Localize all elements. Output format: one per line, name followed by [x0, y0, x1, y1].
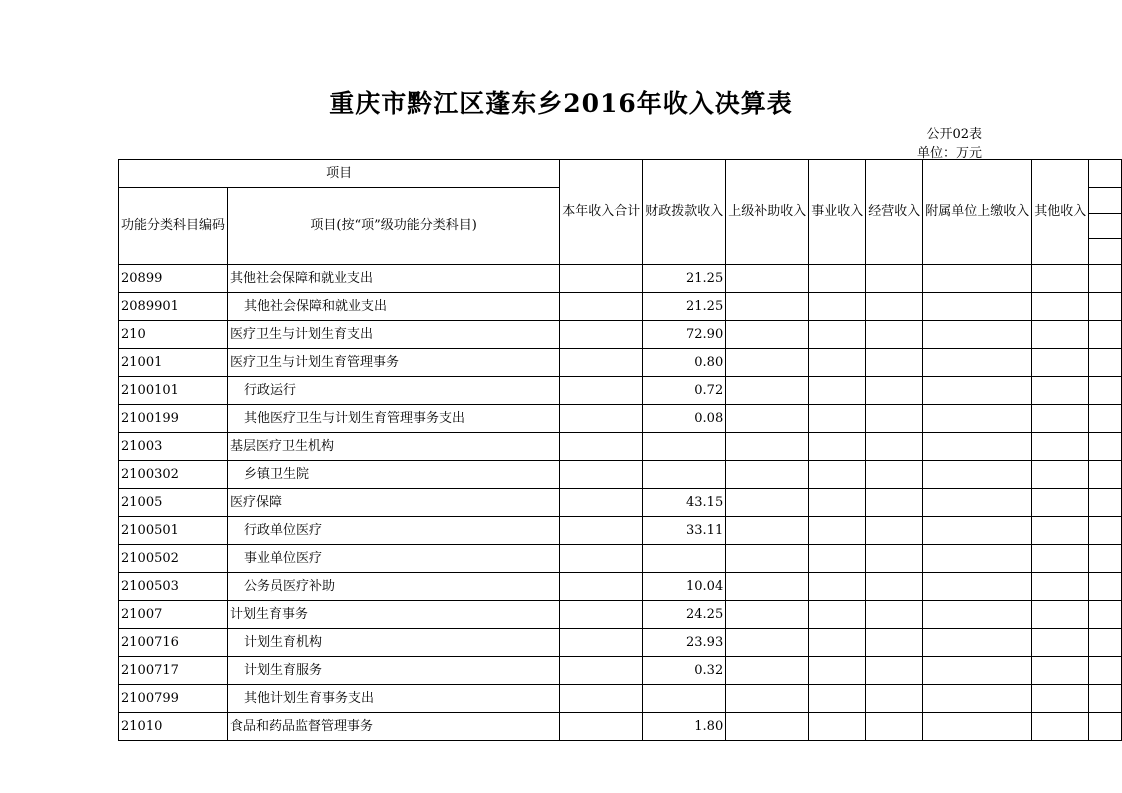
row-operating: [866, 377, 923, 405]
row-extra: [1089, 321, 1122, 349]
row-superior: [726, 517, 809, 545]
table-row: [119, 629, 1122, 657]
row-extra: [1089, 657, 1122, 685]
form-code: 公开02表: [926, 127, 982, 142]
row-name: 事业单位医疗: [228, 545, 560, 573]
row-other: [1032, 461, 1089, 489]
row-superior: [726, 685, 809, 713]
row-name: 行政单位医疗: [228, 517, 560, 545]
header-fiscal: 财政拨款收入: [643, 160, 726, 265]
row-code: 2089901: [119, 293, 228, 321]
row-superior: [726, 629, 809, 657]
row-extra: [1089, 629, 1122, 657]
row-superior: [726, 489, 809, 517]
row-business: [809, 489, 866, 517]
row-name: 行政运行: [228, 377, 560, 405]
row-code: 2100101: [119, 377, 228, 405]
row-name: 其他计划生育事务支出: [228, 685, 560, 713]
row-operating: [866, 405, 923, 433]
row-superior: [726, 573, 809, 601]
header-affiliated: 附属单位上缴收入: [923, 160, 1032, 265]
row-other: [1032, 349, 1089, 377]
row-operating: [866, 545, 923, 573]
row-superior: [726, 657, 809, 685]
row-operating: [866, 349, 923, 377]
row-other: [1032, 405, 1089, 433]
row-affiliated: [923, 685, 1032, 713]
row-total: [560, 573, 643, 601]
row-affiliated: [923, 489, 1032, 517]
row-fiscal: [643, 685, 726, 713]
table-row: [119, 517, 1122, 545]
row-business: [809, 433, 866, 461]
row-code: 210: [119, 321, 228, 349]
income-table: [118, 159, 1122, 741]
table-row: [119, 601, 1122, 629]
row-affiliated: [923, 265, 1032, 293]
table-row: [119, 293, 1122, 321]
row-affiliated: [923, 433, 1032, 461]
row-affiliated: [923, 517, 1032, 545]
row-operating: [866, 685, 923, 713]
row-extra: [1089, 349, 1122, 377]
row-total: [560, 461, 643, 489]
row-total: [560, 601, 643, 629]
row-total: [560, 265, 643, 293]
row-name: 其他社会保障和就业支出: [228, 265, 560, 293]
row-operating: [866, 629, 923, 657]
header-name: 项目(按“项”级功能分类科目): [228, 188, 560, 265]
row-affiliated: [923, 377, 1032, 405]
row-operating: [866, 517, 923, 545]
table-row: [119, 321, 1122, 349]
row-affiliated: [923, 573, 1032, 601]
row-other: [1032, 321, 1089, 349]
row-name: 基层医疗卫生机构: [228, 433, 560, 461]
row-superior: [726, 265, 809, 293]
row-code: 2100302: [119, 461, 228, 489]
row-total: [560, 321, 643, 349]
row-superior: [726, 545, 809, 573]
row-extra: [1089, 377, 1122, 405]
row-name: 计划生育机构: [228, 629, 560, 657]
table-row: [119, 713, 1122, 741]
row-operating: [866, 265, 923, 293]
row-other: [1032, 685, 1089, 713]
row-extra: [1089, 573, 1122, 601]
unit-label: 单位：万元: [916, 146, 982, 161]
table-row: [119, 433, 1122, 461]
row-fiscal: 33.11: [643, 517, 726, 545]
header-extra-cell: [1089, 188, 1122, 214]
row-other: [1032, 433, 1089, 461]
row-total: [560, 685, 643, 713]
row-affiliated: [923, 349, 1032, 377]
row-other: [1032, 293, 1089, 321]
header-business: 事业收入: [809, 160, 866, 265]
row-business: [809, 601, 866, 629]
row-total: [560, 405, 643, 433]
row-operating: [866, 713, 923, 741]
row-code: 21007: [119, 601, 228, 629]
row-code: 2100799: [119, 685, 228, 713]
row-other: [1032, 657, 1089, 685]
row-business: [809, 573, 866, 601]
table-row: [119, 685, 1122, 713]
row-name: 医疗卫生与计划生育支出: [228, 321, 560, 349]
row-other: [1032, 489, 1089, 517]
table-row: [119, 349, 1122, 377]
row-other: [1032, 629, 1089, 657]
row-affiliated: [923, 461, 1032, 489]
row-business: [809, 657, 866, 685]
row-operating: [866, 293, 923, 321]
row-total: [560, 377, 643, 405]
row-total: [560, 489, 643, 517]
row-superior: [726, 405, 809, 433]
row-code: 21003: [119, 433, 228, 461]
row-total: [560, 545, 643, 573]
row-superior: [726, 713, 809, 741]
table-row: [119, 489, 1122, 517]
row-superior: [726, 601, 809, 629]
row-fiscal: 72.90: [643, 321, 726, 349]
row-code: 2100501: [119, 517, 228, 545]
row-extra: [1089, 405, 1122, 433]
row-business: [809, 293, 866, 321]
row-fiscal: 0.08: [643, 405, 726, 433]
row-fiscal: 0.72: [643, 377, 726, 405]
row-affiliated: [923, 545, 1032, 573]
table-row: [119, 377, 1122, 405]
row-fiscal: [643, 545, 726, 573]
row-operating: [866, 573, 923, 601]
row-code: 2100199: [119, 405, 228, 433]
row-extra: [1089, 265, 1122, 293]
row-fiscal: 10.04: [643, 573, 726, 601]
row-other: [1032, 517, 1089, 545]
row-extra: [1089, 685, 1122, 713]
row-affiliated: [923, 629, 1032, 657]
table-row: [119, 657, 1122, 685]
row-other: [1032, 573, 1089, 601]
row-superior: [726, 321, 809, 349]
row-fiscal: 0.80: [643, 349, 726, 377]
table-row: [119, 405, 1122, 433]
row-total: [560, 657, 643, 685]
row-other: [1032, 713, 1089, 741]
row-code: 21005: [119, 489, 228, 517]
row-extra: [1089, 293, 1122, 321]
header-operating: 经营收入: [866, 160, 923, 265]
row-extra: [1089, 601, 1122, 629]
row-fiscal: 21.25: [643, 265, 726, 293]
header-total: 本年收入合计: [560, 160, 643, 265]
row-total: [560, 293, 643, 321]
header-other: 其他收入: [1032, 160, 1089, 265]
row-operating: [866, 657, 923, 685]
row-operating: [866, 461, 923, 489]
row-total: [560, 433, 643, 461]
row-code: 20899: [119, 265, 228, 293]
row-extra: [1089, 713, 1122, 741]
row-name: 计划生育服务: [228, 657, 560, 685]
row-business: [809, 377, 866, 405]
header-superior: 上级补助收入: [726, 160, 809, 265]
header-extra-cell: [1089, 239, 1122, 265]
row-code: 21001: [119, 349, 228, 377]
row-total: [560, 629, 643, 657]
row-business: [809, 321, 866, 349]
row-name: 医疗保障: [228, 489, 560, 517]
row-business: [809, 713, 866, 741]
row-fiscal: 43.15: [643, 489, 726, 517]
row-affiliated: [923, 657, 1032, 685]
row-fiscal: 1.80: [643, 713, 726, 741]
row-fiscal: 21.25: [643, 293, 726, 321]
row-fiscal: [643, 461, 726, 489]
row-business: [809, 545, 866, 573]
row-name: 食品和药品监督管理事务: [228, 713, 560, 741]
row-fiscal: 23.93: [643, 629, 726, 657]
row-name: 其他医疗卫生与计划生育管理事务支出: [228, 405, 560, 433]
row-business: [809, 349, 866, 377]
page-title: 重庆市黔江区蓬东乡2016年收入决算表: [329, 89, 793, 118]
row-superior: [726, 461, 809, 489]
table-row: [119, 265, 1122, 293]
header-extra-cell: [1089, 160, 1122, 188]
row-total: [560, 517, 643, 545]
row-other: [1032, 265, 1089, 293]
row-total: [560, 713, 643, 741]
header-extra-cell: [1089, 213, 1122, 239]
row-affiliated: [923, 405, 1032, 433]
row-business: [809, 461, 866, 489]
row-code: 2100716: [119, 629, 228, 657]
row-code: 21010: [119, 713, 228, 741]
row-extra: [1089, 433, 1122, 461]
row-name: 其他社会保障和就业支出: [228, 293, 560, 321]
row-other: [1032, 545, 1089, 573]
row-code: 2100502: [119, 545, 228, 573]
row-name: 医疗卫生与计划生育管理事务: [228, 349, 560, 377]
row-code: 2100503: [119, 573, 228, 601]
row-business: [809, 265, 866, 293]
table-row: [119, 545, 1122, 573]
row-operating: [866, 433, 923, 461]
header-code: 功能分类科目编码: [119, 188, 228, 265]
row-affiliated: [923, 321, 1032, 349]
row-superior: [726, 293, 809, 321]
row-fiscal: 0.32: [643, 657, 726, 685]
row-extra: [1089, 461, 1122, 489]
row-extra: [1089, 517, 1122, 545]
row-total: [560, 349, 643, 377]
row-superior: [726, 433, 809, 461]
row-business: [809, 629, 866, 657]
row-other: [1032, 601, 1089, 629]
header-item-group: 项目: [119, 160, 560, 188]
row-name: 乡镇卫生院: [228, 461, 560, 489]
row-operating: [866, 601, 923, 629]
row-affiliated: [923, 601, 1032, 629]
row-fiscal: [643, 433, 726, 461]
row-code: 2100717: [119, 657, 228, 685]
row-name: 计划生育事务: [228, 601, 560, 629]
row-operating: [866, 489, 923, 517]
row-name: 公务员医疗补助: [228, 573, 560, 601]
row-business: [809, 517, 866, 545]
row-superior: [726, 349, 809, 377]
table-row: [119, 461, 1122, 489]
row-affiliated: [923, 293, 1032, 321]
row-other: [1032, 377, 1089, 405]
row-operating: [866, 321, 923, 349]
row-superior: [726, 377, 809, 405]
row-extra: [1089, 489, 1122, 517]
row-fiscal: 24.25: [643, 601, 726, 629]
row-extra: [1089, 545, 1122, 573]
row-affiliated: [923, 713, 1032, 741]
row-business: [809, 405, 866, 433]
table-row: [119, 573, 1122, 601]
row-business: [809, 685, 866, 713]
